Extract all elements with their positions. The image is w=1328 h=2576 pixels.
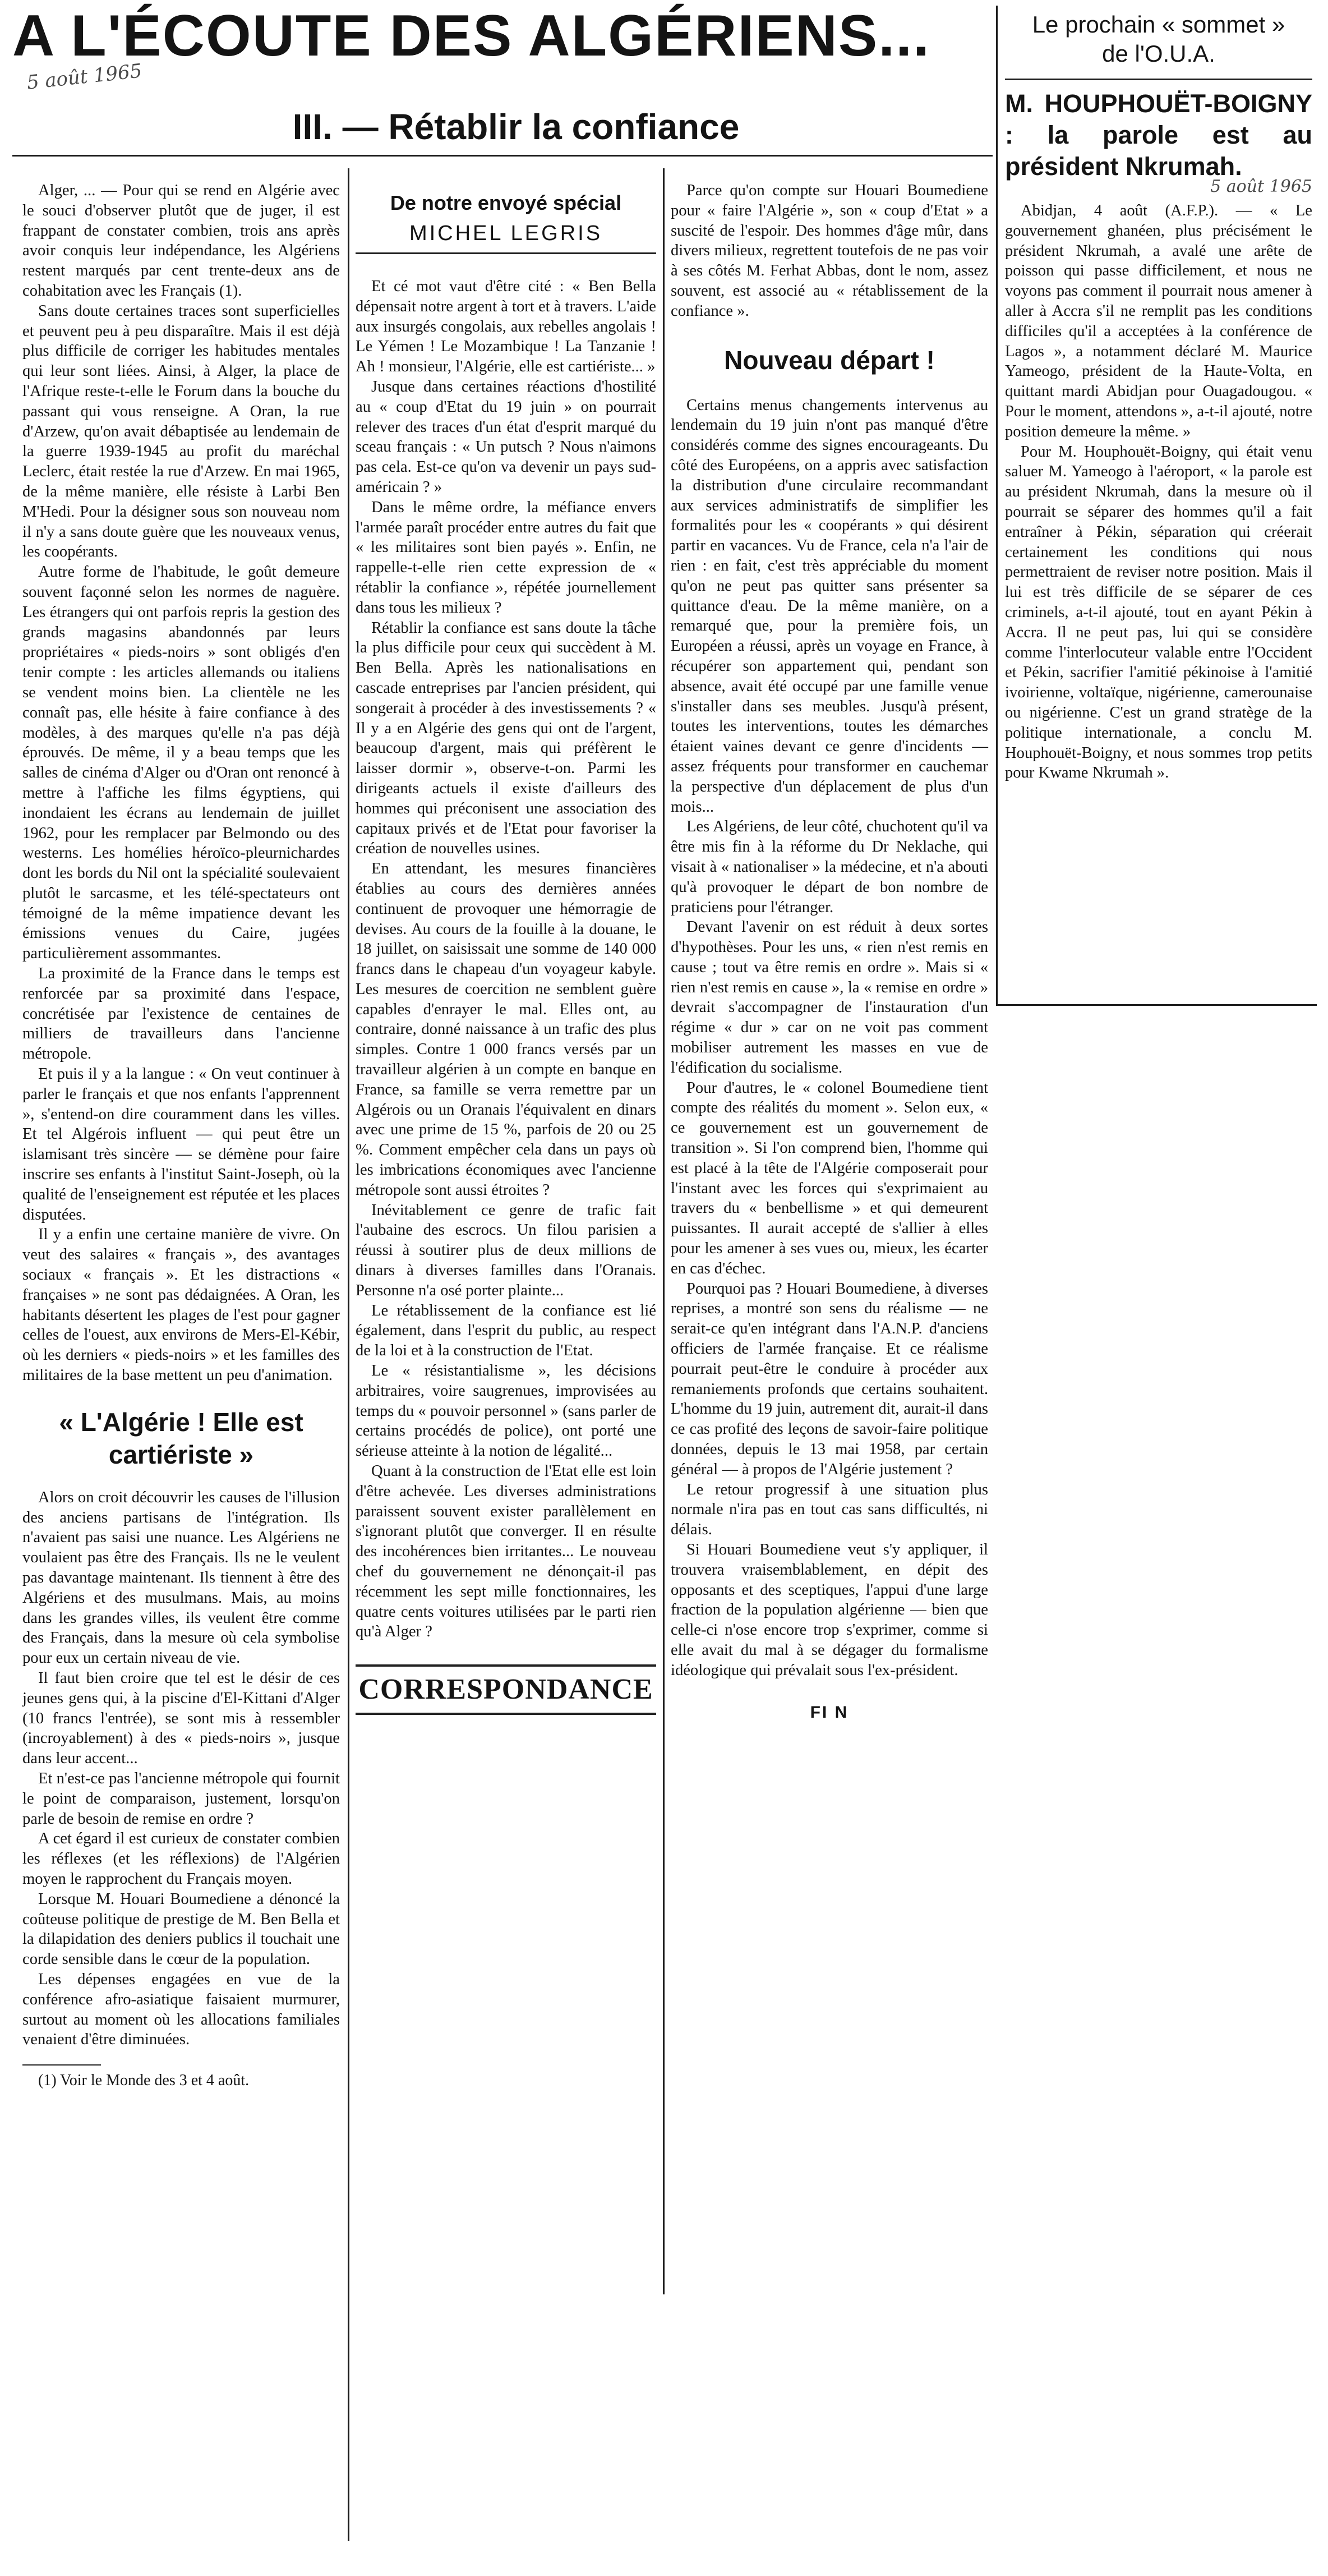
paragraph: Abidjan, 4 août (A.F.P.). — « Le gouvernement ghanéen, plus précisément le président Nkrumah, a avalé une arête de poisson qui passe difficilement, et nous ne voyons pas comment il pourrait nous amener à aller à Accra s'il ne remplit pas les conditions difficiles qu'il a acceptées à la conférence de Lagos », a notamment déclaré M. Maurice Yameogo, président de la Haute-Volta, en quittant mardi Abidjan pour Ouagadougou. « Pour le moment, attendons », a-t-il ajouté, notre position demeure la même. » <box>1005 202 1312 440</box>
paragraph: Le retour progressif à une situation plus normale n'ira pas en tout cas sans difficultés, ni délais. <box>671 1480 988 1539</box>
sidebar-title: M. HOUPHOUËT-BOIGNY : la parole est au président Nkrumah. <box>1005 89 1312 181</box>
paragraph: Lorsque M. Houari Boumediene a dénoncé la coûteuse politique de prestige de M. Ben Bella et la dilapidation des deniers publics il touchait une corde sensible dans le cœur de la population. <box>22 1890 340 1968</box>
byline-name: MICHEL LEGRIS <box>409 222 603 245</box>
sidebar-kicker: Le prochain « sommet » de l'O.U.A. <box>1032 11 1285 67</box>
paragraph: Il faut bien croire que tel est le désir de ces jeunes gens qui, à la piscine d'El-Kittani d'Alger (10 francs l'entrée), se sont mis à ressembler (incroyablement) à des « pieds-noirs », jusque dans leur accent... <box>22 1669 340 1768</box>
footnote: (1) Voir le Monde des 3 et 4 août. <box>38 2072 250 2090</box>
sidebar-divider <box>996 6 998 1004</box>
column-3 <box>671 181 988 1722</box>
subheading: Nouveau départ ! <box>724 345 935 375</box>
column-1 <box>22 181 340 2090</box>
paragraph: Le rétablissement de la confiance est lié également, dans l'esprit du public, au respect de la loi et à la construction de l'Etat. <box>356 1301 656 1360</box>
paragraph: Il y a enfin une certaine manière de vivre. On veut des salaires « français », des avantages sociaux « français ». Et les distractions « françaises » ne sont pas dédaignées. A Oran, les habitants désertent les plages de l'est pour gagner celles de l'ouest, aux environs de Mers-El-Kébir, où les derniers « pieds-noirs » et les familles des militaires de la base mettent un peu d'animation. <box>22 1226 340 1384</box>
paragraph: Et n'est-ce pas l'ancienne métropole qui fournit le point de comparaison, justement, lorsqu'on parle de besoin de remise en ordre ? <box>22 1769 340 1828</box>
subheading: « L'Algérie ! Elle est cartiériste » <box>59 1407 303 1469</box>
paragraph: Et puis il y a la langue : « On veut continuer à parler le français et que nos enfants l'apprennent », s'entend-on dire couramment dans les villes. Et tel Algérois influent — qui peut être un islamisant très sincère — se démène pour faire inscrire ses enfants à l'institut Saint-Joseph, où la qualité de l'enseignement est réputée et les places disputées. <box>22 1065 340 1223</box>
paragraph: Alger, ... — Pour qui se rend en Algérie avec le souci d'observer plutôt que de juger, il est frappant de constater combien, trois ans après avoir conquis leur indépendance, les Algériens restent marqués par cent trente-deux ans de cohabitation avec les Français (1). <box>22 182 340 300</box>
paragraph: Devant l'avenir on est réduit à deux sortes d'hypothèses. Pour les uns, « rien n'est remis en cause ; tout va être remis en ordre ». Mais si « rien n'est remis en cause », la « remise en ordre » devrait s'accompagner de l'instauration d'un régime « dur » car on ne voit pas comment mobiliser autrement les masses en vue de l'édification du socialisme. <box>671 918 988 1077</box>
paragraph: Pour M. Houphouët-Boigny, qui était venu saluer M. Yameogo à l'aéroport, « la parole est au président Nkrumah, dans la mesure où il pourrait se séparer des hommes qu'il a fait entraîner à Pékin, séparation qui créerait certainement les conditions qui nous permettraient de reviser notre position. Mais il lui est très difficile de se séparer de ces criminels, a-t-il ajouté, tout en ayant Pékin à Accra. Il ne peut pas, lui qui se considère comme l'interlocuteur valable entre l'Occident et Pékin, sacrifier l'amitié pékinoise à l'amitié ivoirienne, voltaïque, nigérienne, camerounaise ou nigérienne. C'est un grand stratège de la politique internationale, a conclu M. Houphouët-Boigny, et nous sommes trop petits pour Kwame Nkrumah ». <box>1005 443 1312 782</box>
paragraph: Pourquoi pas ? Houari Boumediene, à diverses reprises, a montré son sens du réalisme — ne serait-ce qu'en intégrant dans l'A.N.P. d'anciens officiers de l'armée française. Et ce réalisme pourrait peut-être le conduire à procéder aux remaniements profonds que certains souhaitent. L'homme du 19 juin, autrement dit, aurait-il dans ce cas profité des leçons de savoir-faire politique données, depuis le 13 mai 1958, par certain général — à propos de l'Algérie justement ? <box>671 1280 988 1478</box>
column-divider-1 <box>348 168 349 2541</box>
paragraph: Et cé mot vaut d'être cité : « Ben Bella dépensait notre argent à tort et à travers. L'aide aux insurgés congolais, aux rebelles angolais ! Le Yémen ! Le Mozambique ! La Tanzanie ! Ah ! monsieur, l'Algérie, elle est cartiériste... » <box>356 278 656 376</box>
paragraph: Dans le même ordre, la méfiance envers l'armée paraît procéder entre autres du fait que « les militaires sont bien payés ». Enfin, ne rappelle-t-elle rien cette expression de « rétablir la confiance », répétée journellement dans tous les milieux ? <box>356 498 656 617</box>
paragraph: Si Houari Boumediene veut s'y appliquer, il trouvera vraisemblablement, en dépit des opposants et des sceptiques, l'appui d'une large fraction de la population algérienne — bien que celle-ci n'ose encore trop s'exprimer, comme si elle avait du mal à se dégager du formalisme idéologique qui prévalait sous l'ex-président. <box>671 1541 988 1679</box>
sidebar-rule-bottom <box>996 1004 1317 1006</box>
handwritten-date-annotation: 5 août 1965 <box>26 59 144 94</box>
paragraph: Les Algériens, de leur côté, chuchotent qu'il va être mis fin à la réforme du Dr Neklache, qui visait à « nationaliser » la médecine, et n'a abouti qu'à provoquer le départ de bon nombre de praticiens pour l'étranger. <box>671 818 988 916</box>
paragraph: En attendant, les mesures financières établies au cours des dernières années continuent de provoquer une hémorragie de devises. Au cours de la fouille à la douane, le 18 juillet, on saisissait une somme de 140 000 francs dans le chapeau d'un voyageur kabyle. Les mesures de coercition ne semblent guère capables d'enrayer le mal. Elles ont, au contraire, donné naissance à un trafic des plus simples. Contre 1 000 francs versés par un travailleur algérien à un compte en banque en France, sa famille se verra remettre par un Algérois ou un Oranais l'équivalent en dinars avec une prime de 15 %, parfois de 20 ou 25 %. Comment empêcher cela dans un pays où les imbrications économiques avec l'ancienne métropole sont aussi étroites ? <box>356 860 656 1199</box>
paragraph: Sans doute certaines traces sont superficielles et peuvent peu à peu disparaître. Mais il est déjà plus difficile de corriger les habitudes mentales qui leur sont liées. Ainsi, à Alger, la place de l'Afrique reste-t-elle le Forum dans la bouche du passant qui vous renseigne. A Oran, la rue d'Arzew, qu'on avait débaptisée au lendemain de la guerre 1939-1945 au profit du maréchal Leclerc, était restée la rue d'Arzew. En mai 1965, de la même manière, elle résiste à Larbi Ben M'Hedi. Pour la désigner sous son nouveau nom il n'y a sans doute guère que les nouveaux venus, les coopérants. <box>22 302 340 561</box>
paragraph: Quant à la construction de l'Etat elle est loin d'être achevée. Les diverses administrations paraissent souvent exister parallèlement en s'ignorant plutôt que converger. Il en résulte des incohérences bien irritantes... Le nouveau chef du gouvernement ne dénonçait-il pas récemment les sept mille fonctionnaires, les quatre cents voitures utilisées par le parti rien qu'à Alger ? <box>356 1462 656 1641</box>
correspondance-label: CORRESPONDANCE <box>358 1673 653 1706</box>
correspondance-box <box>356 1664 656 1715</box>
paragraph: Alors on croit découvrir les causes de l'illusion des anciens partisans de l'intégration. Ils n'avaient pas saisi une nuance. Les Algériens ne voulaient pas être des Français. Ils ne le veulent pas davantage maintenant. Ils tiennent à être des Algériens et des musulmans. Mais, au moins dans les grandes villes, ils veulent être comme des Français, dans la mesure où cela symbolise pour eux un certain niveau de vie. <box>22 1488 340 1667</box>
paragraph: La proximité de la France dans le temps est renforcée par sa proximité dans l'espace, concrétisée par l'existence de centaines de milliers de travailleurs dans l'ancienne métropole. <box>22 965 340 1063</box>
column-2 <box>356 191 656 1715</box>
paragraph: Le « résistantialisme », les décisions arbitraires, voire saugrenues, improvisées au temps du « pouvoir personnel » (sans parler de certains procédés de police), ont porté une sérieuse atteinte à la notion de légalité... <box>356 1362 656 1460</box>
end-mark: FI N <box>810 1703 849 1722</box>
footnote-rule <box>22 2064 101 2066</box>
byline-rule <box>356 252 656 254</box>
paragraph: Rétablir la confiance est sans doute la tâche la plus difficile pour ceux qui succèdent à M. Ben Bella. Après les nationalisations en cascade entreprises par l'ancien président, qui songerait à procéder à des investissements ? « Il y a en Algérie des gens qui ont de l'argent, beaucoup d'argent, mais qui préfèrent le laisser dormir », observe-t-on. Parmi les dirigeants actuels il existe d'ailleurs des hommes qui préconisent une association des capitaux privés et de l'Etat pour favoriser la création de nouvelles usines. <box>356 619 656 858</box>
paragraph: Inévitablement ce genre de trafic fait l'aubaine des escrocs. Un filou parisien a réussi à soutirer plus de deux millions de dinars à diverses familles dans l'Oranais. Personne n'a osé porter plainte... <box>356 1201 656 1299</box>
byline-intro: De notre envoyé spécial <box>390 191 622 214</box>
column-divider-2 <box>663 168 665 2294</box>
paragraph: Pour d'autres, le « colonel Boumediene tient compte des réalités du moment ». Selon eux, « ce gouvernement est un gouvernement de transition ». Si l'on comprend bien, l'homme qui est placé à la tête de l'Algérie composerait pour l'instant avec les forces qui s'exprimaient au travers du « benbellisme » et qui demeurent puissantes. Il aurait accepté de s'allier à elles pour les amener à ses vues ou, mieux, les écarter en cas d'échec. <box>671 1079 988 1277</box>
paragraph: Parce qu'on compte sur Houari Boumediene pour « faire l'Algérie », son « coup d'Etat » a suscité de l'espoir. Des hommes d'âge mûr, dans divers milieux, regrettent toutefois de ne pas voir à ses côtés M. Ferhat Abbas, dont le nom, assez souvent, est associé au « rétablissement de la confiance ». <box>671 182 988 320</box>
sidebar-rule-top <box>1005 79 1312 80</box>
main-headline: A L'ÉCOUTE DES ALGÉRIENS... <box>12 3 930 68</box>
paragraph: Autre forme de l'habitude, le goût demeure souvent façonné selon les normes de naguère. Les étrangers qui ont parfois repris la gestion des grands magasins abandonnés par leurs propriétaires « pieds-noirs » sont obligés d'en tenir compte : les articles allemands ou italiens se vendent moins bien. La clientèle ne les connaît pas, elle hésite à faire confiance à des modèles, à des marques qu'elle n'a pas déjà éprouvés. De même, il y a beau temps que les salles de cinéma d'Alger ou d'Oran ont renoncé à mettre à l'affiche les films égyptiens, qui inondaient les écrans au lendemain de juillet 1962, pour les remplacer par Belmondo ou des westerns. Les homélies héroïco-pleurnichardes dont les bords du Nil ont la spécialité soulevaient plutôt le sarcasme, et les télé-spectateurs ont témoigné de la même impatience devant les émissions venues du Caire, jugées particulièrement assommantes. <box>22 563 340 963</box>
section-title: III. — Rétablir la confiance <box>292 107 740 147</box>
paragraph: A cet égard il est curieux de constater combien les réflexes (et les réflexions) de l'Algérien moyen le rapprochent du Français moyen. <box>22 1830 340 1888</box>
sidebar-handwritten-date: 5 août 1965 <box>1210 177 1312 196</box>
paragraph: Jusque dans certaines réactions d'hostilité au « coup d'Etat du 19 juin » on pourrait relever des traces d'un état d'esprit marqué du sceau français : « Un putsch ? Nous n'aimons pas cela. Est-ce qu'on va devenir un pays sud-américain ? » <box>356 378 656 496</box>
paragraph: Les dépenses engagées en vue de la conférence afro-asiatique faisaient murmurer, surtout au moment où les allocations familiales venaient d'être diminuées. <box>22 1970 340 2049</box>
paragraph: Certains menus changements intervenus au lendemain du 19 juin n'ont pas manqué d'être considérés comme des signes encourageants. Du côté des Européens, on a appris avec satisfaction la distribution d'une circulaire recommandant aux services administratifs de simplifier les formalités pour les « coopérants » qui désirent partir en vacances. Vu de France, cela n'a l'air de rien : en fait, c'est très appréciable du moment qu'on ne peut pas quitter sans présenter sa quittance d'eau. De la même manière, on a remarqué que, pour la première fois, un Européen a réussi, après un voyage en France, à récupérer son appartement qui, pendant son absence, avait été occupé par une famille venue s'installer dans ses meubles. Jusqu'à présent, toutes les interventions, toutes les démarches étaient vaines devant ce genre d'incidents — assez fréquents pour transformer en cauchemar la perspective d'un déplacement de plus d'un mois... <box>671 396 988 816</box>
sidebar-article <box>1005 10 1312 783</box>
headline-rule <box>12 155 993 157</box>
